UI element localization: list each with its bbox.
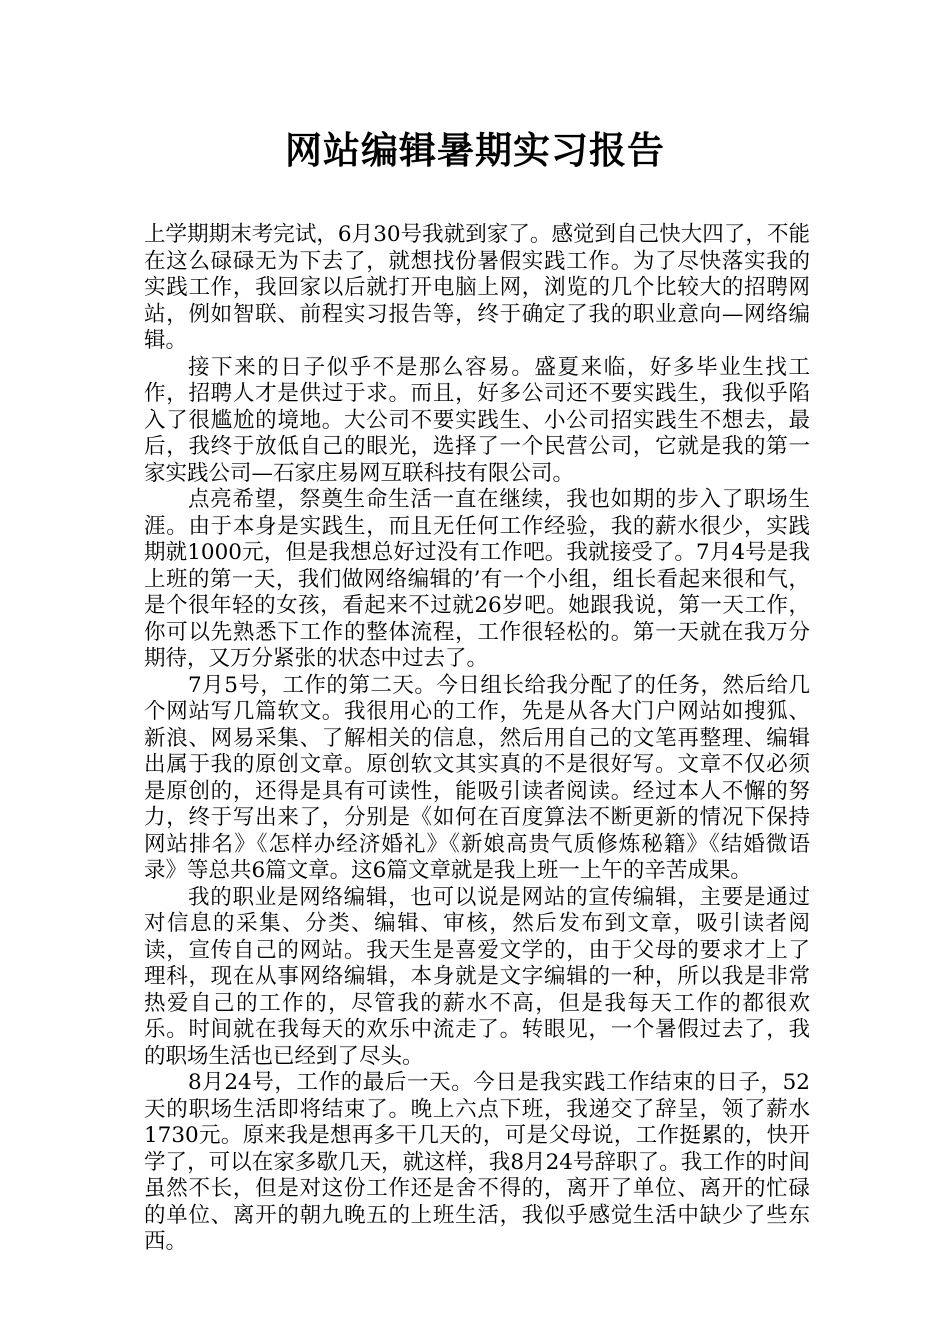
document-title: 网站编辑暑期实习报告 <box>285 129 665 172</box>
paragraph-2: 接下来的日子似乎不是那么容易。盛夏来临，好多毕业生找工作，招聘人才是供过于求。而且，好多公司还不要实践生，我似乎陷入了很尴尬的境地。大公司不要实践生、小公司招实践生不想去，最后，我终于放低自己的眼光，选择了一个民营公司，它就是我的第一家实践公司—石家庄易网互联科技有限公司。 <box>144 354 810 486</box>
paragraph-6: 8月24号，工作的最后一天。今日是我实践工作结束的日子，52天的职场生活即将结束了。晚上六点下班，我递交了辞呈，领了薪水1730元。原来我是想再多干几天的，可是父母说，工作挺累的，快开学了，可以在家多歇几天，就这样，我8月24号辞职了。我工作的时间虽然不长，但是对这份工作还是舍不得的，离开了单位、离开的忙碌的单位、离开的朝九晚五的上班生活，我似乎感觉生活中缺少了些东西。 <box>144 1070 810 1254</box>
paragraph-3: 点亮希望，祭奠生命生活一直在继续，我也如期的步入了职场生涯。由于本身是实践生，而且无任何工作经验，我的薪水很少，实践期就1000元，但是我想总好过没有工作吧。我就接受了。7月4号是我上班的第一天，我们做网络编辑的’有一个小组，组长看起来很和气，是个很年轻的女孩，看起来不过就26岁吧。她跟我说，第一天工作，你可以先熟悉下工作的整体流程，工作很轻松的。第一天就在我万分期待，又万分紧张的状态中过去了。 <box>144 487 810 671</box>
paragraph-1: 上学期期末考完试，6月30号我就到家了。感觉到自己快大四了，不能在这么碌碌无为下去了，就想找份暑假实践工作。为了尽快落实我的实践工作，我回家以后就打开电脑上网，浏览的几个比较大的招聘网站，例如智联、前程实习报告等，终于确定了我的职业意向—网络编辑。 <box>144 222 810 353</box>
paragraph-4: 7月5号，工作的第二天。今日组长给我分配了的任务，然后给几个网站写几篇软文。我很用心的工作，先是从各大门户网站如搜狐、新浪、网易采集、了解相关的信息，然后用自己的文笔再整理、编辑出属于我的原创文章。原创软文其实真的不是很好写。文章不仅必须是原创的，还得是具有可读性，能吸引读者阅读。经过本人不懈的努力，终于写出来了，分别是《如何在百度算法不断更新的情况下保持网站排名》《怎样办经济婚礼》《新娘高贵气质修炼秘籍》《结婚微语录》等总共6篇文章。这6篇文章就是我上班一上午的辛苦成果。 <box>144 672 810 883</box>
paragraph-5: 我的职业是网络编辑，也可以说是网站的宣传编辑，主要是通过对信息的采集、分类、编辑、审核，然后发布到文章，吸引读者阅读，宣传自己的网站。我天生是喜爱文学的，由于父母的要求才上了理科，现在从事网络编辑，本身就是文字编辑的一种，所以我是非常热爱自己的工作的，尽管我的薪水不高，但是我每天工作的都很欢乐。时间就在我每天的欢乐中流走了。转眼见，一个暑假过去了，我的职场生活也已经到了尽头。 <box>144 884 810 1069</box>
document-body <box>144 222 810 1256</box>
